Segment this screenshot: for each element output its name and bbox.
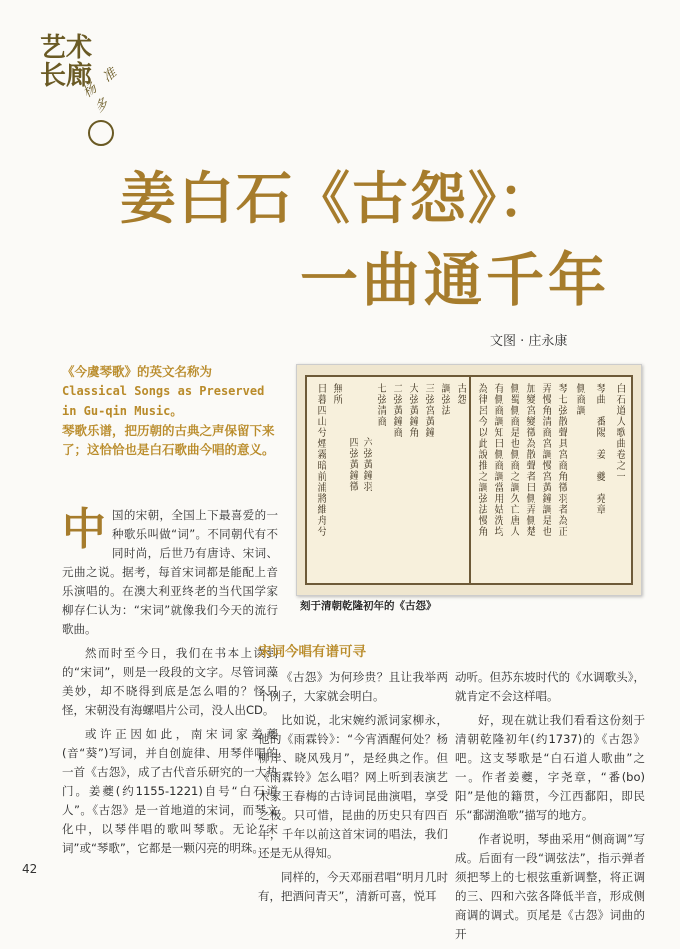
photo-caption: 刻于清朝乾隆初年的《古怨》 xyxy=(300,600,437,612)
score-col: 無所 xyxy=(331,383,342,405)
dropcap: 中 xyxy=(62,504,106,555)
paragraph: 同样的，今天邓丽君唱“明月几时有，把酒问青天”，清新可喜，悦耳 xyxy=(258,870,448,903)
score-col: 有側商調知曰側商調當用姑洗均 xyxy=(492,383,503,537)
body-column-2 xyxy=(258,668,448,911)
score-col: 四弦黃鐘徵 xyxy=(347,437,358,492)
article-title-line1: 姜白石《古怨》： xyxy=(120,166,556,232)
score-col: 側蜀側商是也側商之調久亡唐人 xyxy=(508,383,519,537)
body-column-3 xyxy=(455,668,645,949)
score-col: 二弦黃鐘商 xyxy=(391,383,402,438)
score-col: 七弦清商 xyxy=(375,383,386,427)
paragraph: 或许正因如此，南宋词家姜夔(音“葵”)写词，并自创旋律、用琴伴唱的一首《古怨》，成了古代音乐研究的一大热门。姜夔(约1155-1221)自号“白石道人”。《古怨》是一首地道的宋词，而琴文化中，以琴伴唱的歌叫琴歌。无论“宋词”或“琴歌”，它都是一颗闪亮的明珠。 xyxy=(62,727,278,855)
page-number: 42 xyxy=(22,862,38,876)
paragraph: 动听。但苏东坡时代的《水调歌头》，就肯定不会这样唱。 xyxy=(455,670,645,703)
lead-en: Classical Songs as Preserved in Gu-qin Music。 xyxy=(62,384,265,418)
paragraph-text: 国的宋朝，全国上下最喜爱的一种歌乐叫做“词”。不同朝代有不同时尚，后世乃有唐诗、宋词、元曲之说。据考，每首宋词都是能配上音乐演唱的。在澳大利亚终老的当代国学家柳存仁认为：“宋词”就像我们今天的流行歌曲。 xyxy=(62,508,278,636)
column-author: 杨 准 多 xyxy=(80,63,123,116)
score-col: 白石道人歌曲卷之一 xyxy=(614,383,625,482)
score-photo xyxy=(296,364,642,596)
article-byline: 文图 · 庄永康 xyxy=(490,334,568,349)
article-lead xyxy=(62,362,280,459)
paragraph: 作者说明，琴曲采用“侧商调”写成。后面有一段“调弦法”，指示弹者须把琴上的七根弦重新调整，将正调的三、四和六弦各降低半音，形成侧商调的调式。页尾是《古怨》词曲的开 xyxy=(455,832,645,941)
paragraph: 好，现在就让我们看看这份刻于清朝乾隆初年(约1737)的《古怨》吧。这支琴歌是“白石道人歌曲”之一。作者姜夔，字尧章，“番(bo)阳”是他的籍贯，今江西鄱阳，即民乐“鄱湖渔歌”描写的地方。 xyxy=(455,713,645,822)
paragraph: 比如说，北宋婉约派词家柳永，他的《雨霖铃》：“今宵酒醒何处？杨柳岸、晓风残月”，是经典之作。但《雨霖铃》怎么唱？网上听到表演艺术家王春梅的古诗词昆曲演唱，享受之极。只可惜，昆曲的历史只有四百年，千年以前这首宋词的唱法，我们还是无从得知。 xyxy=(258,713,448,860)
article-title-line2: 一曲通千年 xyxy=(300,246,611,314)
column-brand-line1: 艺术 xyxy=(40,33,93,63)
score-page xyxy=(305,375,633,585)
paragraph: 《古怨》为何珍贵？且让我举两个例子，大家就会明白。 xyxy=(258,670,448,703)
score-col: 六弦黃鐘羽 xyxy=(361,437,372,492)
score-divider xyxy=(469,377,471,583)
score-col: 琴曲 番陽 姜 夔 堯章 xyxy=(594,383,605,515)
score-col: 琴七弦散聲具宮商角徵羽者為正 xyxy=(556,383,567,537)
paragraph xyxy=(62,506,278,639)
section-heading: 宋词今唱有谱可寻 xyxy=(258,644,366,660)
score-col: 側商調 xyxy=(574,383,585,416)
score-col: 三弦宮黃鐘 xyxy=(423,383,434,438)
score-col: 為律呂今以此說推之調弦法慢角 xyxy=(476,383,487,537)
body-column-1 xyxy=(62,506,278,863)
paragraph: 然而时至今日，我们在书本上读到的“宋词”，则是一段段的文字。尽管词藻美妙，却不晓得到底是怎么唱的？怪只怪，宋朝没有海螺唱片公司，没人出CD。 xyxy=(62,646,278,717)
lead-cn-1: 《今虞琴歌》的英文名称为 xyxy=(62,364,213,379)
score-col: 加變宮變徵為散聲者曰側弄側楚 xyxy=(524,383,535,537)
score-col: 弄慢角清商宮調慢宮黃鐘調是也 xyxy=(540,383,551,537)
column-brand-line2: 长廊 xyxy=(40,61,93,91)
score-col: 古怨 xyxy=(455,383,466,405)
score-col: 大弦黃鐘角 xyxy=(407,383,418,438)
lead-cn-2: 琴歌乐谱，把历朝的古典之声保留下来了；这恰恰也是白石歌曲今唱的意义。 xyxy=(62,423,275,457)
score-col: 調弦法 xyxy=(439,383,450,416)
score-col: 日暮四山兮煙霧暗前浦將維舟兮 xyxy=(315,383,326,537)
